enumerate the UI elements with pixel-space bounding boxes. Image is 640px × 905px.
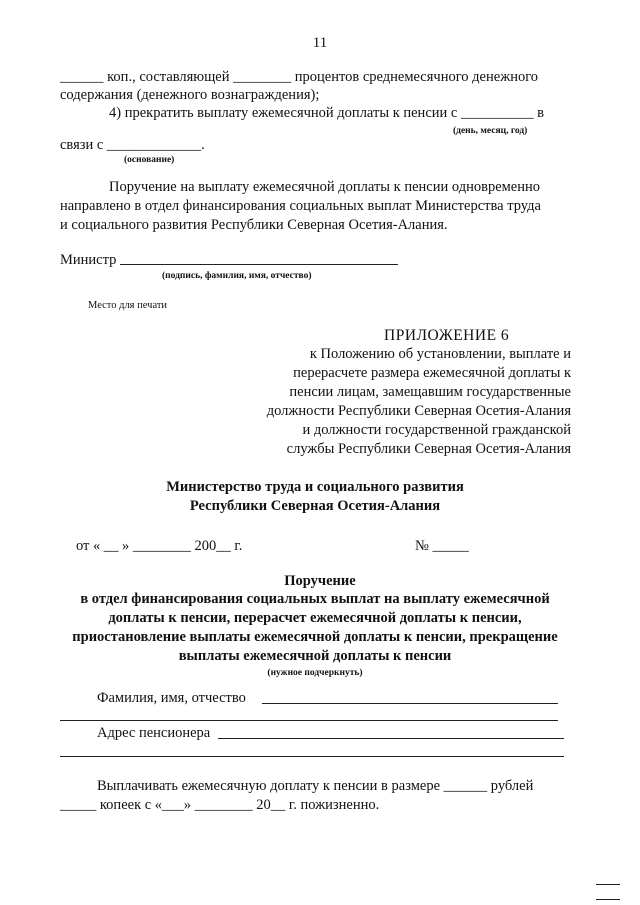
appendix-line-5: и должности государственной гражданской: [302, 422, 571, 438]
instruction-line-3: и социального развития Республики Северная Осетия-Алания.: [60, 217, 448, 233]
page-number: 11: [312, 35, 328, 51]
minister-signature-line: [120, 264, 398, 265]
instruction-line-2: направлено в отдел финансирования социальных выплат Министерства труда: [60, 198, 541, 214]
top-line-3: 4) прекратить выплату ежемесячной доплаты к пенсии с __________ в: [109, 105, 544, 121]
order-line-4: выплаты ежемесячной доплаты к пенсии: [178, 648, 452, 664]
address-line-2: [60, 756, 564, 757]
appendix-line-1: к Положению об установлении, выплате и: [309, 346, 571, 362]
seal-place: Место для печати: [88, 300, 168, 311]
basis-hint: (основание): [124, 155, 175, 165]
date-hint: (день, месяц, год): [453, 126, 528, 136]
address-line: [218, 738, 564, 739]
ministry-line-2: Республики Северная Осетия-Алания: [189, 498, 441, 514]
top-line-2: содержания (денежного вознаграждения);: [60, 87, 320, 103]
instruction-line-1: Поручение на выплату ежемесячной доплаты к пенсии одновременно: [109, 179, 541, 195]
order-title: Поручение: [284, 573, 356, 589]
order-number: № _____: [415, 538, 469, 554]
appendix-line-3: пенсии лицам, замещавшим государственные: [289, 384, 571, 400]
order-date: от « __ » ________ 200__ г.: [76, 538, 243, 554]
appendix-line-4: должности Республики Северная Осетия-Алания: [266, 403, 571, 419]
fio-line-2: [60, 720, 558, 721]
order-hint: (нужное подчеркнуть): [267, 668, 363, 678]
order-line-2: доплаты к пенсии, перерасчет ежемесячной доплаты к пенсии,: [108, 610, 522, 626]
payment-line-1: Выплачивать ежемесячную доплату к пенсии в размере ______ рублей: [97, 778, 534, 794]
fio-line: [262, 703, 558, 704]
ministry-line-1: Министерство труда и социального развития: [166, 479, 464, 495]
payment-line-2: _____ копеек с «___» ________ 20__ г. пожизненно.: [60, 797, 380, 813]
appendix-line-2: перерасчете размера ежемесячной доплаты к: [293, 365, 571, 381]
top-line-1: ______ коп., составляющей ________ процентов среднемесячного денежного: [60, 69, 539, 85]
order-line-3: приостановление выплаты ежемесячной доплаты к пенсии, прекращение: [72, 629, 558, 645]
appendix-line-6: службы Республики Северная Осетия-Алания: [286, 441, 571, 457]
order-line-1: в отдел финансирования социальных выплат на выплату ежемесячной: [80, 591, 550, 607]
address-label: Адрес пенсионера: [97, 725, 211, 741]
top-line-4: связи с _____________.: [60, 137, 205, 153]
corner-mark-2: [596, 899, 620, 900]
corner-mark: [596, 884, 620, 885]
minister-hint: (подпись, фамилия, имя, отчество): [162, 271, 312, 281]
appendix-title: ПРИЛОЖЕНИЕ 6: [384, 327, 510, 344]
minister-label: Министр: [60, 252, 117, 268]
fio-label: Фамилия, имя, отчество: [97, 690, 246, 706]
